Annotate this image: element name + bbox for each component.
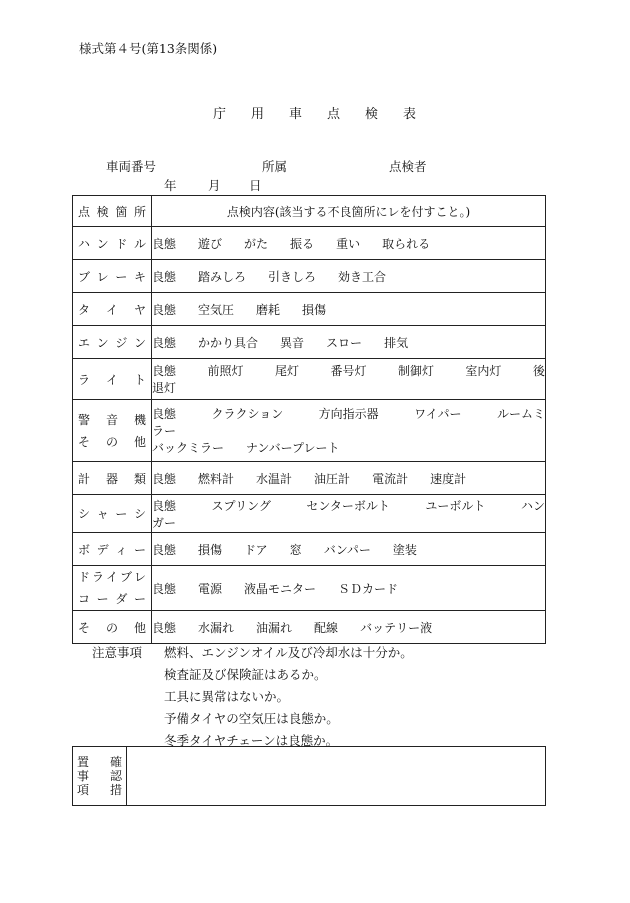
category-char: ー [96,592,109,606]
department-label: 所属 [262,159,288,174]
items-line [152,619,545,636]
category-char: ィ [115,542,128,557]
category-char: ラ [78,372,91,387]
row-category [73,495,152,533]
category-char: ボ [78,542,91,557]
category-chars [73,619,151,636]
items-line-extra [152,439,545,456]
category-line [78,409,146,431]
items-line [152,268,545,285]
check-item[interactable]: 引きしろ [268,269,317,284]
items-continuation: ガー [152,515,177,530]
category-chars [73,505,151,522]
row-items [152,462,546,495]
category-char: レ [133,570,146,584]
confirm-label-char: 確 [109,755,122,769]
category-char: ラ [91,570,104,584]
items-line [152,334,545,351]
row-category [73,462,152,495]
category-chars [73,301,151,318]
check-item[interactable]: 方向指示器 [318,407,379,421]
note-item: 工具に異常はないか。 [164,689,290,704]
category-line [78,431,146,453]
category-char: そ [78,620,91,635]
note-item: 燃料、エンジンオイル及び冷却水は十分か。 [164,645,413,660]
category-char: シ [78,507,91,521]
inspection-table [72,195,546,644]
items-line [152,541,545,558]
check-item[interactable]: 制御灯 [397,364,434,378]
category-char: イ [105,372,118,387]
table-row [73,227,546,260]
category-char: ト [133,372,146,387]
confirm-table [72,746,546,806]
category-lines [73,409,151,453]
check-item[interactable]: スロー [326,335,363,350]
category-chars [73,334,151,351]
check-item[interactable]: ＳＤカード [338,581,399,596]
confirm-field[interactable] [127,747,546,806]
check-item[interactable]: 良態 [152,236,177,251]
category-char: の [105,620,118,635]
row-items [152,533,546,566]
items-line [152,235,545,252]
header-char: 検 [96,204,109,219]
check-item[interactable]: 液晶モニター [244,581,317,596]
check-item[interactable]: ナンバープレート [246,441,340,455]
row-category [73,566,152,611]
check-item[interactable]: センターボルト [306,498,390,513]
check-item[interactable]: ハン [520,498,545,513]
title-char: 庁 [212,107,227,122]
category-line [78,588,146,610]
check-item[interactable]: ルームミ [496,407,545,421]
table-row [73,400,546,462]
row-items [152,359,546,400]
category-char: ャ [96,507,109,521]
items-line [152,470,545,487]
category-char: シ [133,507,146,521]
category-char: ー [115,507,128,521]
check-item[interactable]: ワイパー [414,407,462,421]
row-category [73,533,152,566]
confirm-label-line [77,755,122,769]
items-continuation: ラー [152,424,177,438]
day-label: 日 [249,178,262,193]
check-item[interactable]: 振る [290,236,315,251]
check-item[interactable]: 番号灯 [330,364,367,378]
check-item[interactable]: 良態 [152,471,177,486]
check-item[interactable]: 踏みしろ [198,269,247,284]
category-char: コ [78,592,91,606]
check-item[interactable]: クラクション [211,407,284,421]
note-item: 検査証及び保険証はあるか。 [164,667,327,682]
row-category [73,400,152,462]
category-char: キ [133,269,146,284]
category-char: ド [115,236,128,251]
check-item[interactable]: バッテリー液 [360,620,433,635]
check-item[interactable]: 塗装 [392,542,417,557]
table-header-content: 点検内容(該当する不良箇所にレを付すこと。) [152,196,546,227]
confirm-label-line [77,769,122,783]
row-items [152,611,546,644]
category-char: 音 [105,412,118,427]
page-title [0,103,630,122]
category-chars [73,235,151,252]
check-item[interactable]: 良態 [152,335,177,350]
check-item[interactable]: 遊び [198,236,223,251]
row-items [152,326,546,359]
items-line [152,497,545,514]
category-char: 他 [133,434,146,449]
check-item[interactable]: 水漏れ [198,620,235,635]
check-item[interactable]: スプリング [211,498,271,513]
category-char: ブ [78,269,91,284]
table-row [73,495,546,533]
category-char: イ [105,570,118,584]
category-char: デ [96,542,109,557]
notes-label: 注意事項 [92,645,143,660]
category-chars [73,541,151,558]
confirm-label-char: 措 [109,783,122,797]
row-category [73,611,152,644]
row-items [152,260,546,293]
category-chars [73,371,151,388]
category-char: ー [115,269,128,284]
row-items [152,566,546,611]
category-char: 警 [78,412,91,427]
table-row [73,260,546,293]
items-line [152,301,545,318]
check-item[interactable]: ドア [244,542,268,557]
check-item[interactable]: 空気圧 [198,302,235,317]
table-row [73,611,546,644]
check-item[interactable]: 重い [336,236,361,251]
form-number: 様式第４号(第13条関係) [79,41,218,56]
row-items [152,495,546,533]
note-item: 予備タイヤの空気圧は良態か。 [164,711,339,726]
check-item[interactable]: 効き工合 [338,269,387,284]
table-row [73,566,546,611]
vehicle-number-label: 車両番号 [106,159,157,174]
table-row [73,533,546,566]
confirm-label-char: 項 [77,783,90,797]
inspector-label: 点検者 [389,159,427,174]
category-chars [73,470,151,487]
check-item[interactable]: 良態 [152,498,177,513]
category-char: 機 [133,412,146,427]
category-char: 類 [133,471,146,486]
check-item[interactable]: 良態 [152,581,177,596]
check-item[interactable]: 燃料計 [198,471,235,486]
header-char: 所 [133,204,146,219]
category-chars [73,268,151,285]
category-char: ル [133,236,146,251]
header-char: 箇 [115,204,128,219]
check-item[interactable]: 良態 [152,620,177,635]
table-row [73,293,546,326]
confirm-label-line [77,783,122,797]
category-char: ド [78,570,91,584]
items-line [152,580,545,597]
category-char: ハ [78,236,91,251]
check-item[interactable]: 速度計 [430,471,467,486]
category-char: ー [133,542,146,557]
check-item[interactable]: 電源 [198,581,223,596]
items-line [152,405,545,422]
confirm-label [73,747,127,806]
row-category [73,359,152,400]
check-item[interactable]: 良態 [152,407,177,421]
check-item[interactable]: 室内灯 [465,364,502,378]
row-category [73,227,152,260]
title-char: 表 [403,107,418,122]
year-label: 年 [164,178,177,193]
items-line [152,362,545,379]
table-header-location [73,196,152,227]
check-item[interactable]: 電流計 [372,471,409,486]
category-char: エ [78,335,91,350]
category-char: ダ [115,592,128,606]
confirm-label-char: 認 [109,769,122,783]
row-items [152,227,546,260]
title-char: 点 [327,107,342,122]
check-item[interactable]: 異音 [280,335,305,350]
items-continuation: 退灯 [152,381,177,395]
category-char: ン [96,335,109,350]
check-item[interactable]: 後 [532,364,545,378]
check-item[interactable]: 良態 [152,364,177,378]
category-line [78,566,146,588]
title-char: 検 [365,107,380,122]
category-lines [73,566,151,610]
header-char: 点 [78,204,91,219]
confirm-label-char: 置 [77,755,90,769]
check-item[interactable]: ユーボルト [425,498,486,513]
row-items [152,400,546,462]
header-chars [73,203,151,220]
row-items [152,293,546,326]
check-item[interactable]: 配線 [314,620,339,635]
row-category [73,326,152,359]
check-item[interactable]: かかり具合 [198,335,259,350]
category-char: そ [78,434,91,449]
check-item[interactable]: 油圧計 [314,471,351,486]
category-char: タ [78,302,91,317]
check-item[interactable]: がた [244,236,269,251]
category-char: ン [96,236,109,251]
category-char: 計 [78,471,91,486]
title-char: 用 [250,107,265,122]
row-category [73,260,152,293]
table-row [73,462,546,495]
table-row [73,359,546,400]
check-item[interactable]: 損傷 [198,542,223,557]
check-item[interactable]: 油漏れ [256,620,293,635]
note-item: 冬季タイヤチェーンは良態か。 [164,733,339,748]
category-char: ヤ [133,302,146,317]
category-char: ジ [115,335,128,350]
category-char: ブ [119,570,132,584]
category-char: の [105,434,118,449]
category-char: レ [96,269,109,284]
check-item[interactable]: バンパー [323,542,371,557]
check-item[interactable]: 排気 [384,335,409,350]
check-item[interactable]: 前照灯 [207,364,244,378]
title-char: 車 [288,107,303,122]
category-char: イ [105,302,118,317]
confirm-label-char: 事 [77,769,90,783]
check-item[interactable]: 良態 [152,302,177,317]
month-label: 月 [208,178,221,193]
row-category [73,293,152,326]
category-char: 他 [133,620,146,635]
check-item[interactable]: 窓 [289,542,302,557]
check-item[interactable]: 良態 [152,269,177,284]
category-char: ー [133,592,146,606]
category-char: 器 [105,471,118,486]
check-item[interactable]: 尾灯 [274,364,299,378]
check-item[interactable]: バックミラー [152,441,225,455]
check-item[interactable]: 取られる [382,236,431,251]
check-item[interactable]: 磨耗 [256,302,281,317]
table-row [73,326,546,359]
check-item[interactable]: 水温計 [256,471,293,486]
check-item[interactable]: 良態 [152,542,177,557]
check-item[interactable]: 損傷 [302,302,327,317]
category-char: ン [133,335,146,350]
